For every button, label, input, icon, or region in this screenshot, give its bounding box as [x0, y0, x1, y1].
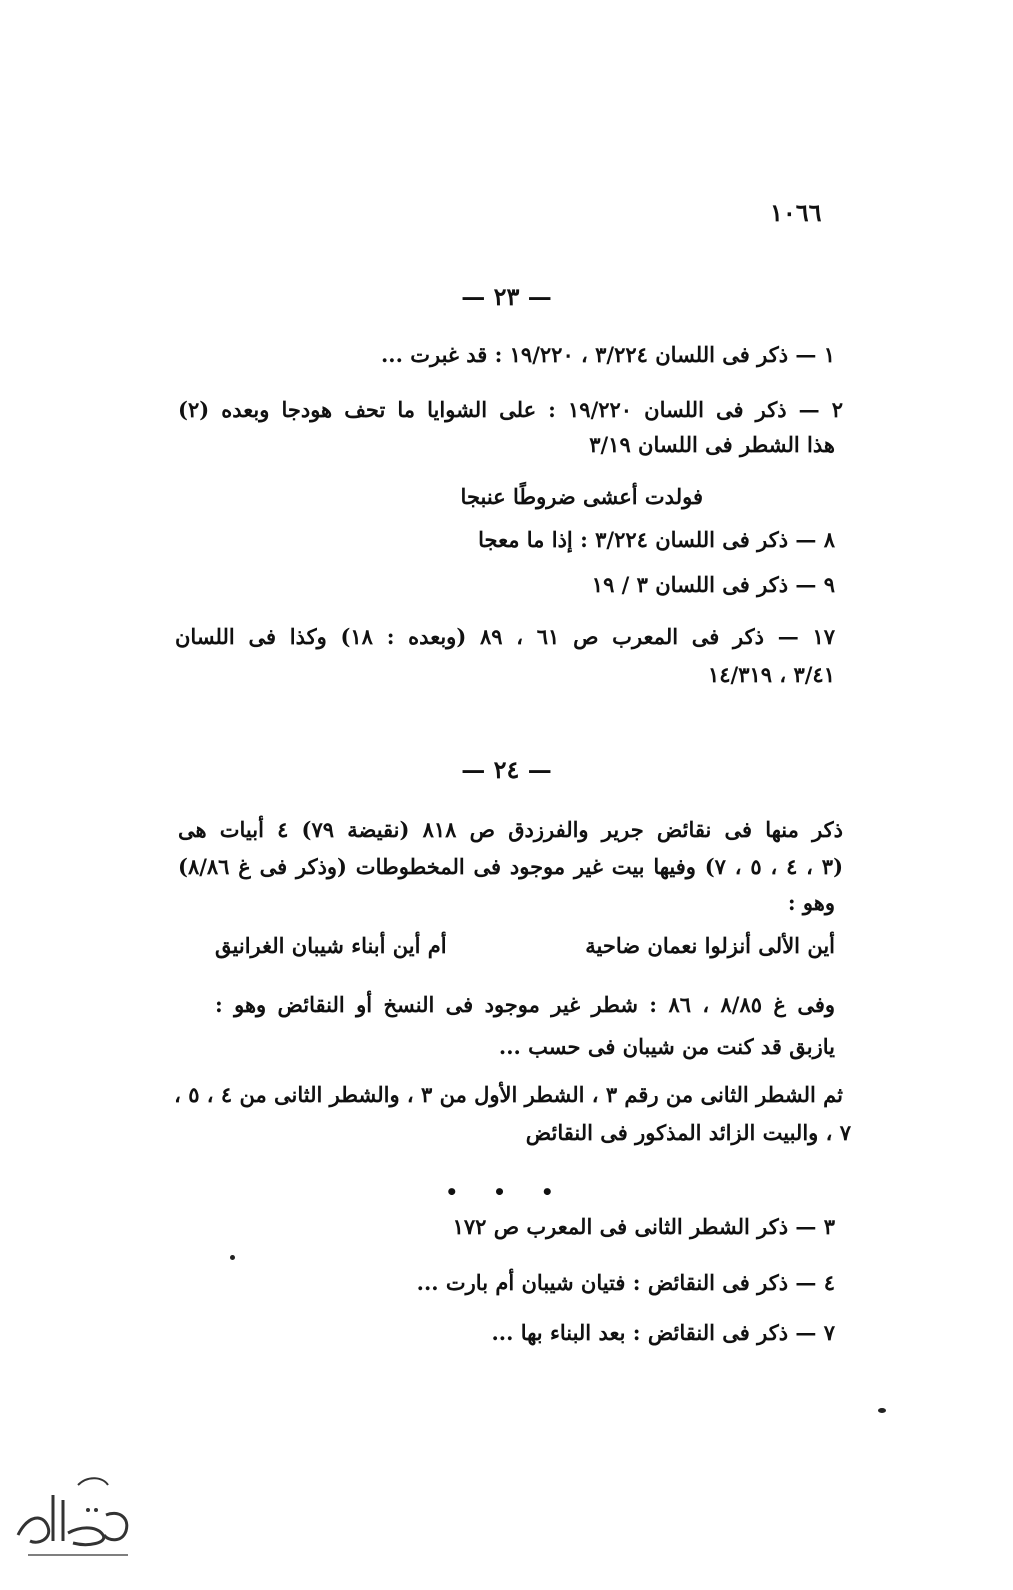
section-24-heading: — ٢٤ —	[461, 755, 552, 784]
ink-speck	[878, 1408, 886, 1413]
section-23-line-6: ٩ — ذكر فى اللسان ٣ / ١٩	[591, 572, 835, 597]
ink-speck	[230, 1255, 235, 1260]
section-separator: • • •	[445, 1180, 568, 1204]
section-23-line-2: ٢ — ذكر فى اللسان ١٩/٢٢٠ : على الشوايا ما تحف هودجا وبعده (٢)	[178, 397, 843, 422]
section-24-line-7: ٧ ، والبيت الزائد المذكور فى النقائض	[525, 1120, 851, 1145]
section-24-line-2: (٣ ، ٤ ، ٥ ، ٧) وفيها بيت غير موجود فى المخطوطات (وذكر فى غ ٨/٨٦)	[178, 854, 843, 879]
verse-second-hemistich: أم أين أبناء شيبان الغرانيق	[215, 933, 447, 958]
note-line-1: ٣ — ذكر الشطر الثانى فى المعرب ص ١٧٢	[452, 1214, 835, 1239]
section-24-line-3: وهو :	[787, 890, 835, 915]
section-23-line-3: هذا الشطر فى اللسان ٣/١٩	[589, 432, 835, 457]
section-23-line-1: ١ — ذكر فى اللسان ٣/٢٢٤ ، ١٩/٢٢٠ : قد غبرت ...	[380, 342, 835, 367]
verse-first-hemistich: أين الألى أنزلوا نعمان ضاحية	[585, 933, 835, 958]
section-24-line-5: يازبق قد كنت من شيبان فى حسب ...	[498, 1034, 835, 1059]
note-line-2: ٤ — ذكر فى النقائض : فتيان شيبان أم بارت ...	[416, 1270, 835, 1295]
section-23-line-5: ٨ — ذكر فى اللسان ٣/٢٢٤ : إذا ما معجا	[478, 527, 835, 552]
section-24-line-1: ذكر منها فى نقائض جرير والفرزدق ص ٨١٨ (نقيضة ٧٩) ٤ أبيات هى	[178, 817, 843, 842]
note-line-3: ٧ — ذكر فى النقائض : بعد البناء بها ...	[491, 1320, 835, 1345]
section-23-line-8: ٣/٤١ ، ١٤/٣١٩	[708, 662, 835, 687]
library-stamp-logo	[8, 1455, 140, 1565]
section-23-line-7: ١٧ — ذكر فى المعرب ص ٦١ ، ٨٩ (وبعده : ١٨) وكذا فى اللسان	[175, 624, 835, 649]
section-23-heading: — ٢٣ —	[461, 282, 552, 311]
section-23-verse: فولدت أعشى ضروطًا عنبجا	[460, 484, 703, 509]
section-24-line-6: ثم الشطر الثانى من رقم ٣ ، الشطر الأول من ٣ ، والشطر الثانى من ٤ ، ٥ ،	[174, 1082, 843, 1107]
page-number: ١٠٦٦	[770, 198, 822, 227]
section-24-line-4: وفى غ ٨/٨٥ ، ٨٦ : شطر غير موجود فى النسخ أو النقائض وهو :	[215, 992, 836, 1017]
